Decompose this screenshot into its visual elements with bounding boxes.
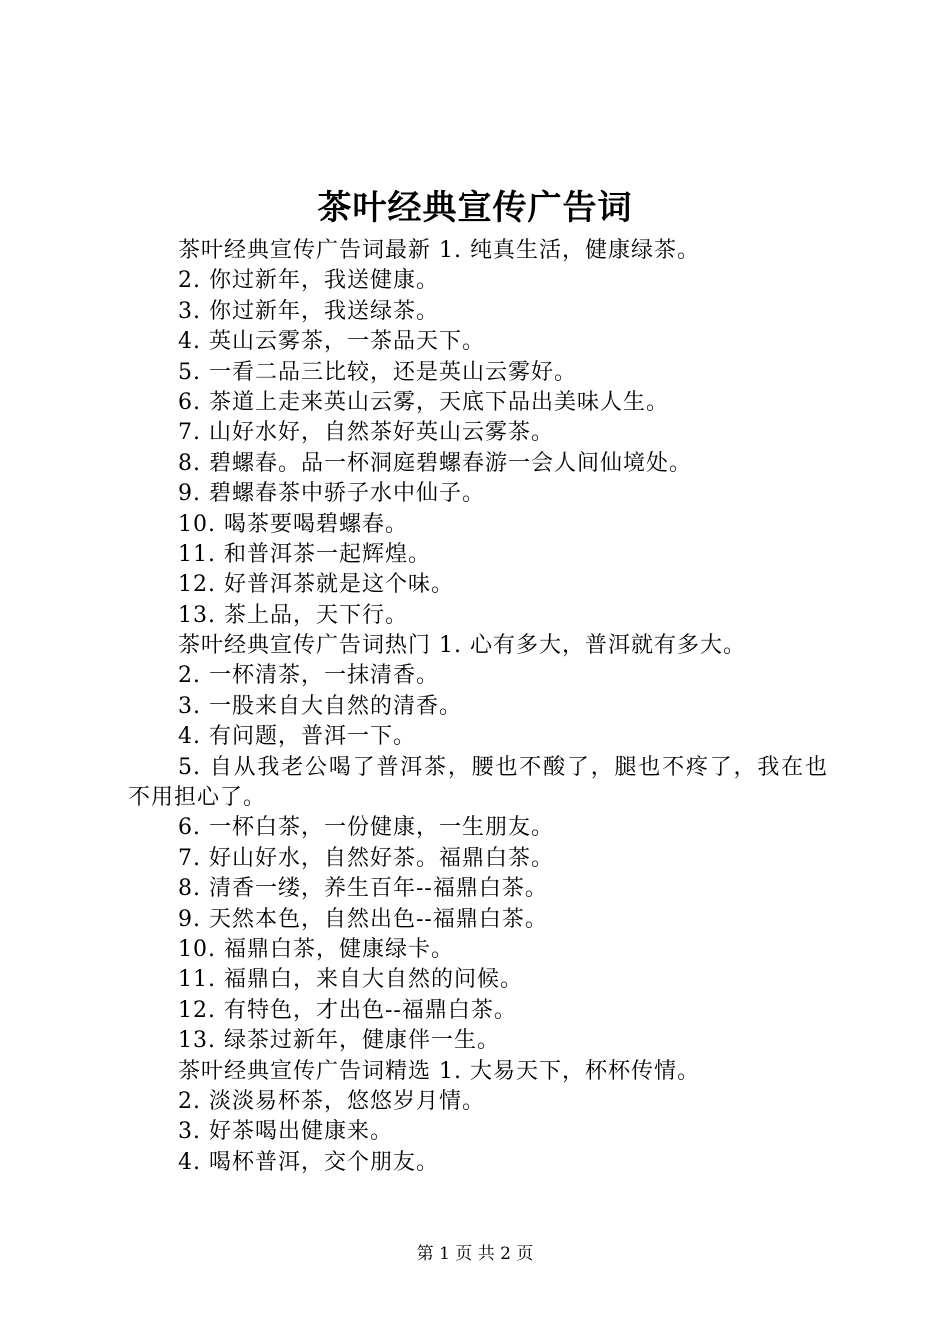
text-line: 4. 喝杯普洱，交个朋友。 bbox=[178, 1149, 439, 1175]
text-line: 茶叶经典宣传广告词精选 1. 大易天下，杯杯传情。 bbox=[178, 1058, 700, 1084]
text-line: 3. 你过新年，我送绿茶。 bbox=[178, 298, 439, 324]
page-footer: 第 1 页 共 2 页 bbox=[416, 1244, 534, 1264]
text-line: 11. 和普洱茶一起辉煌。 bbox=[178, 541, 431, 567]
text-line: 茶叶经典宣传广告词热门 1. 心有多大，普洱就有多大。 bbox=[178, 633, 746, 659]
text-line: 6. 一杯白茶，一份健康，一生朋友。 bbox=[178, 815, 554, 841]
text-line: 9. 碧螺春茶中骄子水中仙子。 bbox=[178, 481, 485, 507]
text-line: 10. 喝茶要喝碧螺春。 bbox=[178, 511, 408, 537]
text-line: 13. 绿茶过新年，健康伴一生。 bbox=[178, 1028, 500, 1054]
text-line: 3. 好茶喝出健康来。 bbox=[178, 1119, 393, 1145]
text-line: 2. 淡淡易杯茶，悠悠岁月情。 bbox=[178, 1088, 485, 1114]
text-line: 4. 英山云雾茶，一茶品天下。 bbox=[178, 329, 485, 355]
text-line: 5. 一看二品三比较，还是英山云雾好。 bbox=[178, 359, 577, 385]
text-line: 6. 茶道上走来英山云雾，天底下品出美味人生。 bbox=[178, 389, 669, 415]
text-line: 茶叶经典宣传广告词最新 1. 纯真生活，健康绿茶。 bbox=[178, 238, 700, 263]
text-line: 2. 你过新年，我送健康。 bbox=[178, 268, 439, 294]
text-line: 12. 好普洱茶就是这个味。 bbox=[178, 572, 454, 598]
document-body bbox=[128, 236, 828, 1178]
text-line: 10. 福鼎白茶，健康绿卡。 bbox=[178, 937, 454, 963]
text-line: 11. 福鼎白，来自大自然的问候。 bbox=[178, 967, 523, 993]
text-line: 9. 天然本色，自然出色--福鼎白茶。 bbox=[178, 906, 548, 932]
text-line: 7. 好山好水，自然好茶。福鼎白茶。 bbox=[178, 845, 554, 871]
text-line: 13. 茶上品，天下行。 bbox=[178, 602, 408, 628]
wrapped-paragraph: 5. 自从我老公喝了普洱茶，腰也不酸了，腿也不疼了，我在也不用担心了。 bbox=[128, 754, 828, 811]
text-line: 7. 山好水好，自然茶好英山云雾茶。 bbox=[178, 420, 554, 446]
document-title: 茶叶经典宣传广告词 bbox=[317, 188, 633, 228]
text-line: 12. 有特色，才出色--福鼎白茶。 bbox=[178, 997, 517, 1023]
text-line: 4. 有问题，普洱一下。 bbox=[178, 724, 416, 750]
text-line: 3. 一股来自大自然的清香。 bbox=[178, 693, 462, 719]
text-line: 2. 一杯清茶，一抹清香。 bbox=[178, 663, 439, 689]
text-line: 8. 碧螺春。品一杯洞庭碧螺春游一会人间仙境处。 bbox=[178, 450, 692, 476]
text-line: 8. 清香一缕，养生百年--福鼎白茶。 bbox=[178, 876, 548, 902]
